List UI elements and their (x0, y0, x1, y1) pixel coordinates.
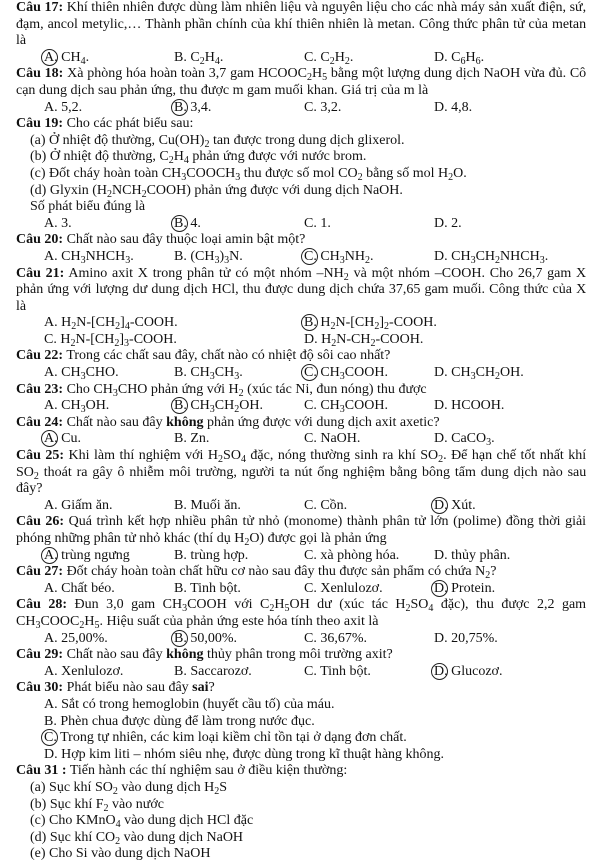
option-letter: A. (44, 365, 58, 381)
answer-options (16, 548, 586, 565)
option-letter: D. (434, 547, 448, 563)
answer-option-a[interactable] (44, 100, 174, 117)
option-text: 3,2. (320, 99, 342, 115)
answer-option-b[interactable] (174, 365, 304, 382)
question-text: Đun 3,0 gam $CH_3COOH$ với $C_2H_5OH$ dư (xúc tác $H_2SO_4$ đặc), thu được 2,2 gam $CH_3COOC_2H_5$. Hiệu suất của phản ứng este hóa tính theo axit là (16, 597, 587, 631)
option-letter: D. (434, 365, 448, 381)
question-text-end: phản ứng được với dung dịch axit axetic? (206, 414, 440, 430)
option-text: $CH_4$. (61, 49, 90, 67)
question-number: Câu 23: (16, 381, 64, 397)
question-number: Câu 25: (16, 448, 65, 464)
question-number: Câu 24: (16, 414, 64, 430)
question-text: Chất nào sau đây thuộc loại amin bật một? (66, 232, 306, 248)
option-letter: D. (44, 746, 58, 762)
question-text: Phát biểu nào sau đây (66, 680, 189, 696)
option-letter: B. (174, 431, 187, 447)
question-text: Cho các phát biểu sau: (66, 116, 194, 132)
answer-option-a[interactable] (44, 498, 174, 515)
option-text: Xenlulozơ. (320, 580, 383, 596)
option-text: 1. (320, 215, 331, 231)
answer-option-c[interactable] (304, 249, 434, 266)
question-block (16, 232, 586, 265)
question-number: Câu 17: (16, 0, 64, 15)
option-letter: B. (174, 215, 187, 231)
option-text: $CH_3NH_2$. (320, 248, 374, 266)
option-letter: B. (174, 547, 187, 563)
answer-options (16, 100, 586, 117)
answer-option-a[interactable] (44, 431, 174, 448)
answer-options (16, 216, 586, 233)
option-letter: B. (174, 365, 187, 381)
question-number: Câu 27: (16, 564, 64, 580)
answer-option-d[interactable] (434, 50, 564, 67)
answer-option-a[interactable] (44, 315, 304, 332)
statement-item: (b) Ở nhiệt độ thường, $C_2H_4$ phản ứng được với nước brom. (30, 149, 367, 167)
answer-option-b[interactable] (174, 398, 304, 415)
option-text: Giấm ăn. (61, 497, 113, 513)
answer-option-b[interactable] (174, 50, 304, 67)
question-text: Khi làm thí nghiệm với $H_2SO_4$ đặc, nóng thường sinh ra khí $SO_2$. Để hạn chế tốt nhất khí $SO_2$ thoát ra gây ô nhiễm môi trường, người ta nút ống nghiệm bằng bông tẩm dung dịch nào sau đây? (16, 448, 587, 497)
answer-option-d[interactable] (434, 581, 564, 598)
option-letter: C. (304, 547, 317, 563)
question-text: Chất nào sau đây (66, 414, 163, 430)
answer-option-a[interactable] (44, 249, 174, 266)
emphasis-text: sai (192, 680, 209, 696)
option-letter: D. (434, 215, 448, 231)
option-letter: C. (304, 497, 317, 513)
option-letter: B. (174, 663, 187, 679)
option-letter: B. (174, 99, 187, 115)
question-number: Câu 22: (16, 348, 64, 364)
option-text: trùng hợp. (190, 547, 249, 563)
option-text: Tinh bột. (320, 663, 371, 679)
question-text: Amino axit X trong phân tử có một nhóm $-NH_2$ và một nhóm –COOH. Cho 26,7 gam X phản ứng với lượng dư dung dịch HCl, thu được dung dịch chứa 37,65 gam muối. Công thức của X là (16, 265, 587, 314)
option-letter: D. (434, 49, 448, 65)
question-number: Câu 19: (16, 116, 64, 132)
option-letter: D. (434, 630, 448, 646)
question-stem (16, 597, 586, 630)
question-text: Chất nào sau đây (66, 647, 163, 663)
option-text: $CH_3NHCH_3$. (61, 248, 134, 266)
answer-option-c[interactable] (44, 332, 304, 349)
answer-option-d[interactable] (434, 548, 564, 565)
option-text: xà phòng hóa. (320, 547, 400, 563)
option-letter: D. (434, 580, 448, 596)
question-block (16, 66, 586, 116)
question-block (16, 0, 586, 66)
statement-item: (a) Ở nhiệt độ thường, $Cu(OH)_2$ tan được trong dung dịch glixerol. (30, 132, 405, 150)
answer-options (16, 365, 586, 382)
question-number: Câu 18: (16, 66, 64, 82)
experiment-item: (d) Sục khí $CO_2$ vào dung dịch NaOH (30, 829, 244, 847)
option-letter: A. (44, 315, 58, 331)
experiment-item: (c) Cho KMnO$_4$ vào dung dịch HCl đặc (30, 813, 254, 831)
answer-option-c[interactable] (304, 548, 434, 565)
question-block (16, 647, 586, 680)
option-text: $CH_3CH_3$. (190, 365, 243, 383)
answer-options (16, 498, 586, 515)
option-text: $C_2H_2$. (320, 49, 354, 67)
answer-options (16, 398, 586, 415)
answer-option-a[interactable] (44, 398, 174, 415)
question-text-end: ? (208, 680, 215, 696)
answer-options (16, 315, 586, 348)
option-letter: B. (44, 713, 57, 729)
question-stem (16, 448, 586, 498)
option-letter: B. (174, 497, 187, 513)
option-text: 20,75%. (451, 630, 498, 646)
answer-option-c[interactable] (16, 730, 586, 747)
question-stem (16, 116, 586, 133)
option-text: 36,67%. (320, 630, 368, 646)
question-block (16, 597, 586, 647)
question-text: Quá trình kết hợp nhiều phân tử nhỏ (monome) thành phân tử lớn (polime) đồng thời giải phóng những phân tử nhỏ khác (thí dụ $H_2O$) được gọi là phản ứng (16, 514, 587, 548)
answer-option-a[interactable] (44, 664, 174, 681)
answer-option-c[interactable] (304, 50, 434, 67)
option-letter: D. (434, 497, 448, 513)
answer-option-b[interactable] (174, 548, 304, 565)
answer-option-d[interactable] (434, 216, 564, 233)
option-text: CaCO$_3$. (451, 431, 495, 449)
option-letter: B. (174, 630, 187, 646)
answer-options (16, 249, 586, 266)
answer-option-c[interactable] (304, 216, 434, 233)
answer-options (16, 664, 586, 681)
option-letter: C. (304, 215, 317, 231)
answer-option-d[interactable] (434, 398, 564, 415)
option-text: 3,4. (190, 99, 212, 115)
answer-option-b[interactable] (174, 581, 304, 598)
question-number: Câu 28: (16, 597, 68, 613)
option-text: Glucozơ. (451, 663, 503, 679)
emphasis-text: không (166, 647, 204, 663)
statement-item: Số phát biểu đúng là (30, 199, 146, 215)
option-text: Cu. (61, 431, 81, 447)
question-stem (16, 0, 586, 50)
option-text: Zn. (190, 431, 210, 447)
question-block (16, 448, 586, 514)
emphasis-text: không (166, 414, 204, 430)
answer-option-c[interactable] (304, 398, 434, 415)
option-text: Muối ăn. (190, 497, 241, 513)
option-text: $C_2H_4$. (190, 49, 224, 67)
question-number: Câu 26: (16, 514, 65, 530)
answer-option-d[interactable] (434, 631, 564, 648)
question-text: Xà phòng hóa hoàn toàn 3,7 gam $HCOOC_2H_5$ bằng một lượng dung dịch NaOH vừa đủ. Cô cạn dung dịch sau phản ứng, thu được m gam muối khan. Giá trị của m là (16, 66, 587, 98)
answer-option-a[interactable] (44, 365, 174, 382)
option-text: Phèn chua được dùng để làm trong nước đục. (60, 713, 315, 729)
answer-option-c[interactable] (304, 498, 434, 515)
question-stem (16, 680, 586, 697)
option-letter: C. (304, 580, 317, 596)
option-letter: D. (434, 248, 448, 264)
option-letter: A. (44, 696, 58, 712)
answer-option-c[interactable] (304, 631, 434, 648)
option-text: 3. (61, 215, 72, 231)
option-text: Xenlulozơ. (61, 663, 124, 679)
option-letter: C. (304, 398, 317, 414)
option-letter: C. (304, 248, 317, 264)
answer-option-c[interactable] (304, 100, 434, 117)
answer-option-a[interactable] (44, 216, 174, 233)
option-text: 2. (451, 215, 462, 231)
question-number: Câu 20: (16, 232, 64, 248)
experiment-item: (e) Cho Si vào dung dịch NaOH (30, 846, 211, 862)
option-text: $H_2N-CH_2$-COOH. (321, 331, 424, 349)
answer-option-b[interactable] (174, 498, 304, 515)
answer-option-a[interactable] (44, 548, 174, 565)
option-letter: D. (434, 398, 448, 414)
question-block (16, 348, 586, 381)
option-letter: A. (44, 630, 58, 646)
option-text: $CH_3CH_2NHCH_3$. (451, 248, 549, 266)
option-letter: A. (44, 497, 58, 513)
answer-options (16, 431, 586, 448)
option-text: NaOH. (320, 431, 361, 447)
option-letter: C. (44, 331, 57, 347)
question-text-end: thủy phân trong môi trường axit? (206, 647, 393, 663)
question-block (16, 564, 586, 597)
question-stem (16, 266, 586, 316)
answer-option-b[interactable] (174, 249, 304, 266)
option-letter: C. (304, 365, 317, 381)
answer-option-c[interactable] (304, 664, 434, 681)
answer-option-a[interactable] (16, 697, 586, 714)
answer-option-d[interactable] (434, 498, 564, 515)
question-stem (16, 564, 586, 581)
answer-option-b[interactable] (174, 216, 304, 233)
option-letter: A. (44, 547, 58, 563)
option-text: 5,2. (61, 99, 83, 115)
question-number: Câu 30: (16, 680, 64, 696)
option-letter: D. (434, 431, 448, 447)
question-stem (16, 66, 586, 99)
option-text: $CH_3OH$. (61, 398, 110, 416)
answer-option-b[interactable] (174, 631, 304, 648)
answer-option-a[interactable] (44, 631, 174, 648)
option-letter: C. (304, 431, 317, 447)
answer-option-b[interactable] (174, 664, 304, 681)
option-text: 25,00%. (61, 630, 108, 646)
statement-item: (c) Đốt cháy hoàn toàn $CH_3COOCH_3$ thu được số mol $CO_2$ bằng số mol $H_2O$. (30, 165, 467, 183)
option-letter: A. (44, 431, 58, 447)
option-text: $CH_3COOH$. (320, 398, 388, 416)
option-text: Sắt có trong hemoglobin (huyết cầu tố) của máu. (61, 696, 335, 712)
experiment-item: (a) Sục khí $SO_2$ vào dung dịch $H_2S$ (30, 779, 228, 797)
question-stem (16, 763, 586, 780)
option-text: Hợp kim liti – nhóm siêu nhẹ, được dùng trong kĩ thuật hàng không. (61, 746, 445, 762)
option-letter: D. (304, 331, 318, 347)
question-stem (16, 514, 586, 547)
option-letter: A. (44, 580, 58, 596)
option-letter: A. (44, 663, 58, 679)
question-block (16, 266, 586, 349)
answer-option-c[interactable] (304, 581, 434, 598)
answer-option-d[interactable] (434, 664, 564, 681)
option-text: 50,00%. (190, 630, 238, 646)
option-letter: C. (304, 630, 317, 646)
option-text: thủy phân. (451, 547, 511, 563)
statement-item: (d) Glyxin $(H_2NCH_2COOH)$ phản ứng được với dung dịch NaOH. (30, 182, 403, 200)
answer-options (16, 631, 586, 648)
option-text: $CH_3COOH$. (320, 365, 388, 383)
answer-option-b[interactable] (174, 431, 304, 448)
option-letter: A. (44, 215, 58, 231)
option-letter: D. (434, 663, 448, 679)
option-text: $H_2N-[CH_2]_2$-COOH. (320, 315, 437, 333)
question-text: Trong các chất sau đây, chất nào có nhiệt độ sôi cao nhất? (66, 348, 391, 364)
answer-option-b[interactable] (16, 714, 586, 731)
answer-option-d[interactable] (434, 249, 564, 266)
answer-option-c[interactable] (304, 431, 434, 448)
answer-option-a[interactable] (44, 50, 174, 67)
question-stem (16, 647, 586, 664)
option-letter: B. (174, 580, 187, 596)
question-text: Cho $CH_3CHO$ phản ứng với $H_2$ (xúc tác Ni, đun nóng) thu được (66, 381, 427, 399)
option-text: 4,8. (451, 99, 473, 115)
answer-options (16, 581, 586, 598)
question-block (16, 763, 586, 863)
option-text: $CH_3CH_2OH$. (190, 398, 263, 416)
answer-option-d[interactable] (434, 431, 564, 448)
option-letter: B. (174, 398, 187, 414)
question-stem (16, 415, 586, 432)
answer-option-b[interactable] (174, 100, 304, 117)
option-text: Chất béo. (61, 580, 115, 596)
question-stem (16, 382, 586, 399)
answer-option-d[interactable] (304, 332, 564, 349)
question-number: Câu 31 : (16, 763, 67, 779)
question-block (16, 514, 586, 564)
option-text: $CH_3CHO$. (61, 365, 119, 383)
question-stem (16, 348, 586, 365)
option-text: Protein. (451, 580, 496, 596)
option-text: $H_2N-[CH_2]_4$-COOH. (61, 315, 178, 333)
option-letter: B. (304, 315, 317, 331)
question-block (16, 680, 586, 763)
question-text: Tiến hành các thí nghiệm sau ở điều kiện thường: (69, 763, 348, 779)
answer-option-b[interactable] (304, 315, 564, 332)
option-text: Xút. (451, 497, 476, 513)
question-text: Đốt cháy hoàn toàn chất hữu cơ nào sau đây thu được sản phẩm có chứa $N_2$? (66, 564, 497, 582)
option-letter: C. (304, 99, 317, 115)
question-text: Khí thiên nhiên được dùng làm nhiên liệu và nguyên liệu cho các nhà máy sản xuất điện, sứ, đạm, ancol metylic,… Thành phần chính của khí thiên nhiên là metan. Công thức phân tử của metan là (16, 0, 587, 49)
answer-option-c[interactable] (304, 365, 434, 382)
experiment-item: (b) Sục khí $F_2$ vào nước (30, 796, 164, 814)
option-text: Saccarozơ. (190, 663, 252, 679)
option-letter: B. (174, 49, 187, 65)
option-text: Cồn. (320, 497, 348, 513)
option-text: Tinh bột. (190, 580, 241, 596)
option-letter: A. (44, 398, 58, 414)
option-text: HCOOH. (451, 398, 505, 414)
answer-options (16, 50, 586, 67)
question-block (16, 382, 586, 415)
question-block (16, 415, 586, 448)
option-letter: B. (174, 248, 187, 264)
option-text: Trong tự nhiên, các kim loại kiềm chỉ tồn tại ở dạng đơn chất. (60, 730, 407, 746)
answer-option-d[interactable] (434, 100, 564, 117)
option-letter: A. (44, 248, 58, 264)
option-text: $(CH_3)_3N$. (190, 248, 243, 266)
option-text: 4. (190, 215, 201, 231)
question-block (16, 116, 586, 232)
answer-option-a[interactable] (44, 581, 174, 598)
option-text: $C_6H_6$. (451, 49, 485, 67)
option-letter: A. (44, 99, 58, 115)
option-text: $H_2N-[CH_2]_3$-COOH. (60, 331, 177, 349)
answer-option-d[interactable] (434, 365, 564, 382)
answer-option-d[interactable] (16, 747, 586, 764)
question-number: Câu 29: (16, 647, 64, 663)
option-letter: C. (304, 663, 317, 679)
option-letter: A. (44, 49, 58, 65)
option-text: $CH_3CH_2OH$. (451, 365, 524, 383)
question-number: Câu 21: (16, 265, 65, 281)
option-text: trùng ngưng (61, 547, 130, 563)
option-letter: C. (44, 730, 57, 746)
question-stem (16, 232, 586, 249)
option-letter: D. (434, 99, 448, 115)
option-letter: C. (304, 49, 317, 65)
